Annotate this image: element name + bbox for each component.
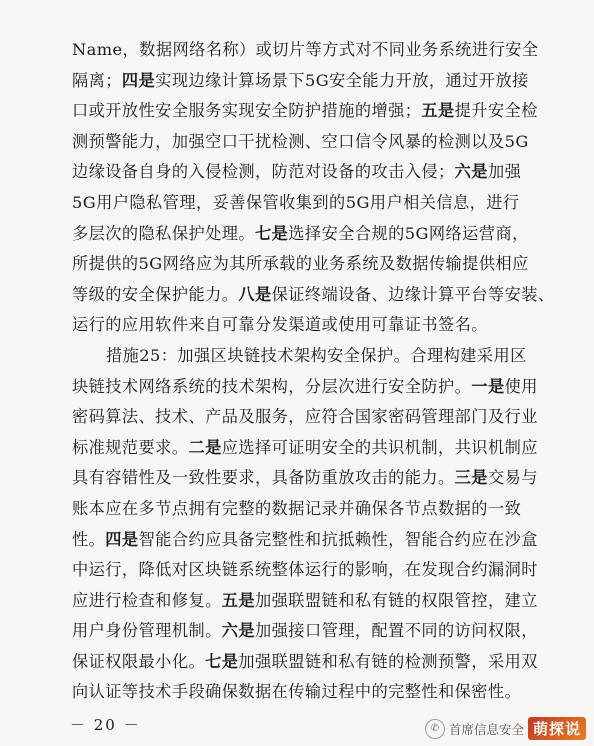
bold-ordinal: 五是 (221, 590, 256, 610)
text-run: 加强接口管理，配置不同的访问权限， (255, 621, 538, 641)
text-run: 口或开放性安全服务实现安全防护措施的增强； (72, 101, 422, 121)
text-line (72, 188, 542, 219)
text-run: 实现边缘计算场景下5G安全能力开放，通过开放接 (155, 70, 529, 90)
text-run: 保证终端设备、边缘计算平台等安装、 (271, 284, 555, 304)
text-run: 向认证等技术手段确保数据在传输过程中的完整性和保密性。 (72, 682, 522, 702)
bold-ordinal: 六是 (221, 621, 256, 641)
page-number: － 20 － (70, 716, 141, 734)
text-run: 加强 (487, 162, 522, 182)
text-line (72, 616, 542, 647)
text-line (72, 249, 542, 280)
text-run: 选择安全合规的5G网络运营商， (288, 223, 529, 243)
text-run: 用户身份管理机制。 (72, 621, 222, 641)
watermark-text: 首席信息安全 (448, 721, 524, 737)
text-line (72, 647, 542, 678)
text-line (72, 96, 542, 127)
text-line (72, 35, 542, 66)
text-line (72, 372, 542, 403)
text-run: 所提供的5G网络应为其所承载的业务系统及数据传输提供相应 (72, 254, 529, 274)
text-run: 账本应在多节点拥有完整的数据记录并确保各节点数据的一致 (72, 498, 522, 518)
bold-ordinal: 三是 (454, 468, 488, 488)
text-run: 运行的应用软件来自可靠分发渠道或使用可靠证书签名。 (72, 315, 488, 335)
bold-ordinal: 六是 (454, 162, 488, 182)
text-line (72, 219, 542, 250)
bold-ordinal: 二是 (188, 437, 222, 457)
text-run: 多层次的隐私保护处理。 (72, 223, 256, 243)
wechat-icon: ✆ (425, 719, 445, 739)
text-line (72, 677, 542, 708)
text-run: 保证权限最小化。 (72, 651, 206, 671)
text-run: 措施25：加强区块链技术架构安全保护。合理构建采用区 (106, 345, 527, 365)
text-line (72, 310, 542, 341)
text-line (72, 525, 542, 556)
text-run: 等级的安全保护能力。 (72, 284, 239, 304)
text-line (72, 402, 542, 433)
text-run: 具有容错性及一致性要求，具备防重放攻击的能力。 (72, 468, 455, 488)
text-run: 标准规范要求。 (72, 437, 189, 457)
text-run: 密码算法、技术、产品及服务，应符合国家密码管理部门及行业 (72, 407, 538, 427)
text-line (72, 280, 555, 311)
text-run: Name，数据网络名称）或切片等方式对不同业务系统进行安全 (72, 40, 539, 59)
text-line (72, 586, 542, 617)
text-line (72, 433, 542, 464)
watermark-badge: 萌探说 (528, 717, 586, 740)
text-run: 应进行检查和修复。 (72, 590, 222, 610)
bold-ordinal: 四是 (121, 70, 156, 90)
text-line (72, 127, 542, 158)
text-line (72, 157, 542, 188)
bold-ordinal: 四是 (105, 529, 139, 549)
text-line (72, 66, 542, 97)
text-run: 隔离； (72, 70, 122, 90)
text-run: 5G用户隐私管理，妥善保管收集到的5G用户相关信息，进行 (72, 192, 520, 212)
text-run: 测预警能力，加强空口干扰检测、空口信令风暴的检测以及5G (72, 131, 529, 151)
text-run: 边缘设备自身的入侵检测，防范对设备的攻击入侵； (72, 162, 455, 182)
text-run: 智能合约应具备完整性和抗抵赖性，智能合约应在沙盒 (138, 529, 538, 549)
text-run: 性。 (72, 529, 106, 549)
bold-ordinal: 七是 (205, 651, 239, 671)
text-run: 加强联盟链和私有链的检测预警，采用双 (238, 651, 538, 671)
body-text (72, 35, 555, 708)
text-line (72, 555, 542, 586)
text-run: 中运行，降低对区块链系统整体运行的影响，在发现合约漏洞时 (72, 560, 538, 580)
text-run: 使用 (504, 376, 538, 396)
watermark (425, 717, 586, 740)
text-run: 块链技术网络系统的技术架构，分层次进行安全防护。 (72, 376, 472, 396)
bold-ordinal: 一是 (471, 376, 505, 396)
text-run: 应选择可证明安全的共识机制，共识机制应 (221, 437, 538, 457)
text-run: 加强联盟链和私有链的权限管控，建立 (255, 590, 538, 610)
text-line (72, 341, 542, 372)
bold-ordinal: 五是 (421, 101, 455, 121)
text-line (72, 463, 542, 494)
bold-ordinal: 八是 (238, 284, 272, 304)
text-run: 提升安全检 (454, 101, 538, 121)
bold-ordinal: 七是 (255, 223, 289, 243)
text-run: 交易与 (487, 468, 538, 488)
text-line (72, 494, 542, 525)
